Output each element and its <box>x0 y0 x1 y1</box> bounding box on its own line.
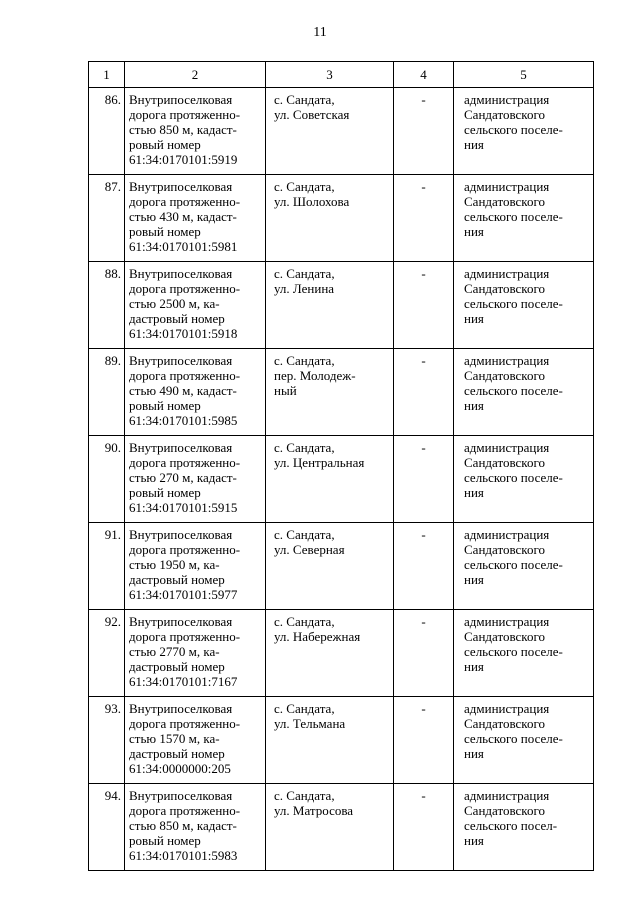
owner: администрация Сандатовского сельского поселе- ния <box>454 175 594 262</box>
header-cell-1: 1 <box>89 62 125 88</box>
table-row <box>89 697 594 784</box>
row-number: 90. <box>89 436 125 523</box>
column-4-value: - <box>394 88 454 175</box>
table-row <box>89 610 594 697</box>
row-number: 94. <box>89 784 125 871</box>
row-number: 89. <box>89 349 125 436</box>
row-number: 87. <box>89 175 125 262</box>
column-4-value: - <box>394 262 454 349</box>
table-row <box>89 523 594 610</box>
column-4-value: - <box>394 610 454 697</box>
column-4-value: - <box>394 175 454 262</box>
owner: администрация Сандатовского сельского посел- ния <box>454 784 594 871</box>
table-row <box>89 349 594 436</box>
column-4-value: - <box>394 349 454 436</box>
owner: администрация Сандатовского сельского поселе- ния <box>454 349 594 436</box>
object-name: Внутрипоселковая дорога протяженно- стью 1570 м, ка- дастровый номер 61:34:0000000:205 <box>125 697 266 784</box>
table-row <box>89 436 594 523</box>
column-4-value: - <box>394 523 454 610</box>
table-row <box>89 262 594 349</box>
table-header-row <box>89 62 594 88</box>
owner: администрация Сандатовского сельского поселе- ния <box>454 523 594 610</box>
object-address: с. Сандата, ул. Центральная <box>266 436 394 523</box>
object-address: с. Сандата, ул. Тельмана <box>266 697 394 784</box>
table-row <box>89 175 594 262</box>
object-name: Внутрипоселковая дорога протяженно- стью 2500 м, ка- дастровый номер 61:34:0170101:5918 <box>125 262 266 349</box>
table-row <box>89 784 594 871</box>
header-cell-5: 5 <box>454 62 594 88</box>
object-address: с. Сандата, пер. Молодеж- ный <box>266 349 394 436</box>
object-name: Внутрипоселковая дорога протяженно- стью 2770 м, ка- дастровый номер 61:34:0170101:7167 <box>125 610 266 697</box>
object-address: с. Сандата, ул. Ленина <box>266 262 394 349</box>
owner: администрация Сандатовского сельского поселе- ния <box>454 697 594 784</box>
object-address: с. Сандата, ул. Советская <box>266 88 394 175</box>
row-number: 86. <box>89 88 125 175</box>
header-cell-3: 3 <box>266 62 394 88</box>
row-number: 88. <box>89 262 125 349</box>
header-cell-4: 4 <box>394 62 454 88</box>
object-name: Внутрипоселковая дорога протяженно- стью 270 м, кадаст- ровый номер 61:34:0170101:5915 <box>125 436 266 523</box>
row-number: 92. <box>89 610 125 697</box>
owner: администрация Сандатовского сельского поселе- ния <box>454 610 594 697</box>
object-address: с. Сандата, ул. Матросова <box>266 784 394 871</box>
property-table <box>88 61 594 871</box>
object-name: Внутрипоселковая дорога протяженно- стью 490 м, кадаст- ровый номер 61:34:0170101:5985 <box>125 349 266 436</box>
header-cell-2: 2 <box>125 62 266 88</box>
row-number: 93. <box>89 697 125 784</box>
object-name: Внутрипоселковая дорога протяженно- стью 850 м, кадаст- ровый номер 61:34:0170101:5983 <box>125 784 266 871</box>
owner: администрация Сандатовского сельского поселе- ния <box>454 436 594 523</box>
owner: администрация Сандатовского сельского поселе- ния <box>454 88 594 175</box>
column-4-value: - <box>394 784 454 871</box>
column-4-value: - <box>394 697 454 784</box>
owner: администрация Сандатовского сельского поселе- ния <box>454 262 594 349</box>
object-address: с. Сандата, ул. Набережная <box>266 610 394 697</box>
table-row <box>89 88 594 175</box>
column-4-value: - <box>394 436 454 523</box>
object-name: Внутрипоселковая дорога протяженно- стью 1950 м, ка- дастровый номер 61:34:0170101:5977 <box>125 523 266 610</box>
object-name: Внутрипоселковая дорога протяженно- стью 430 м, кадаст- ровый номер 61:34:0170101:5981 <box>125 175 266 262</box>
object-address: с. Сандата, ул. Северная <box>266 523 394 610</box>
object-name: Внутрипоселковая дорога протяженно- стью 850 м, кадаст- ровый номер 61:34:0170101:5919 <box>125 88 266 175</box>
page-number: 11 <box>313 25 327 40</box>
row-number: 91. <box>89 523 125 610</box>
table-body <box>89 62 594 871</box>
object-address: с. Сандата, ул. Шолохова <box>266 175 394 262</box>
